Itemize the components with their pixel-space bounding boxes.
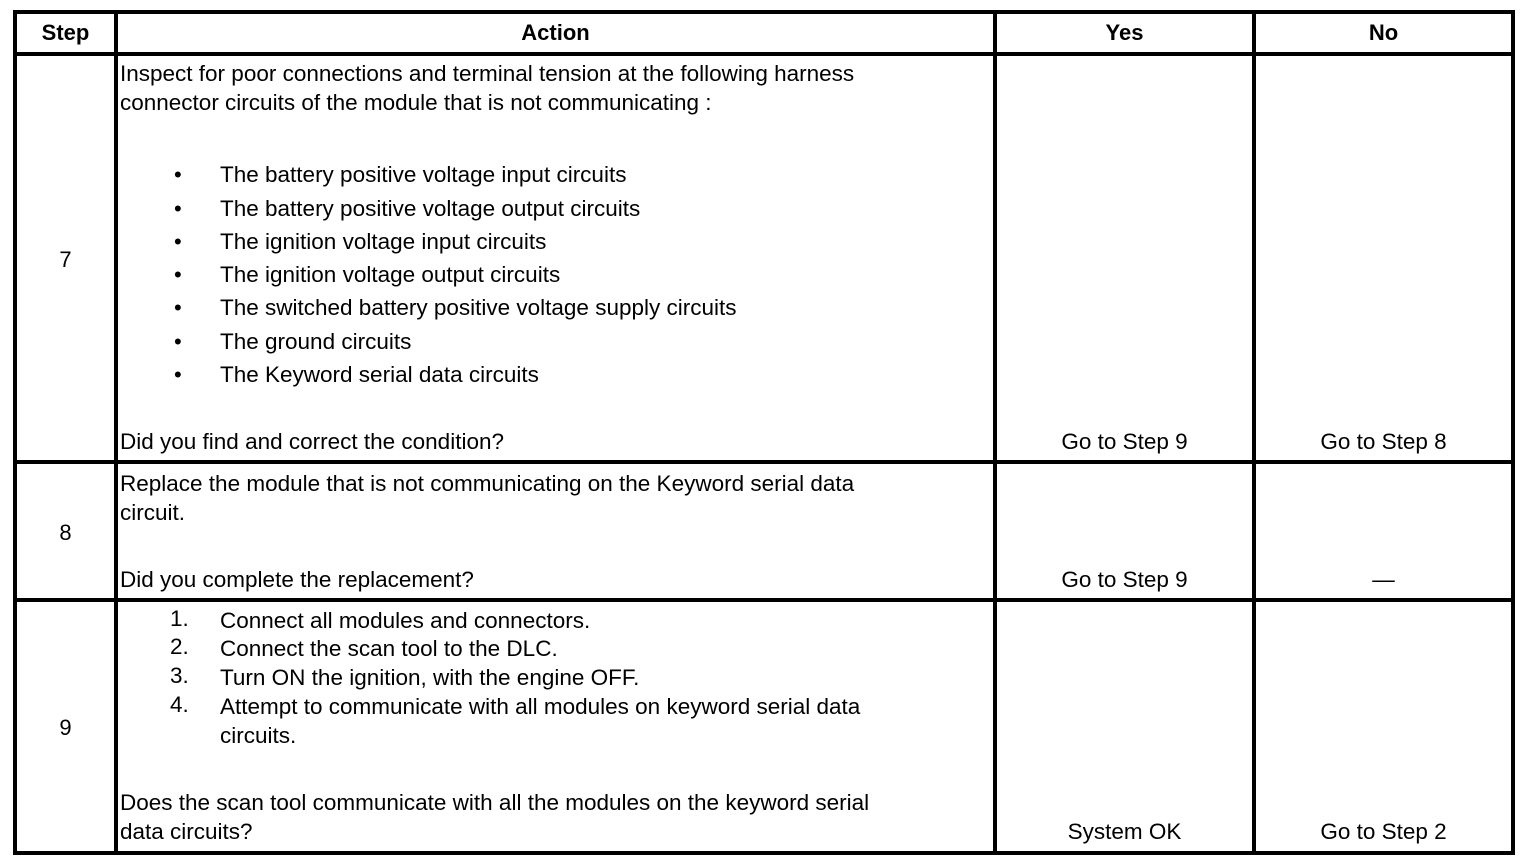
list-number: 1.	[170, 606, 189, 631]
list-item: The ignition voltage output circuits	[220, 262, 561, 287]
list-item: The battery positive voltage output circuits	[220, 196, 641, 221]
action-text: Replace the module that is not communicating on the Keyword serial data	[120, 471, 855, 496]
list-item: Connect all modules and connectors.	[220, 608, 591, 633]
diagnostic-table	[13, 10, 1515, 855]
no-result: Go to Step 2	[1320, 819, 1447, 844]
list-item: The battery positive voltage input circuits	[220, 162, 627, 187]
list-item: The switched battery positive voltage supply circuits	[220, 295, 737, 320]
list-number: 4.	[170, 692, 189, 717]
list-item: The ignition voltage input circuits	[220, 229, 547, 254]
row-divider	[17, 52, 1511, 56]
question-text: Did you find and correct the condition?	[120, 429, 504, 454]
no-result: Go to Step 8	[1320, 429, 1447, 454]
bullet-icon: •	[174, 262, 182, 287]
yes-result: System OK	[1067, 819, 1182, 844]
question-text: Did you complete the replacement?	[120, 567, 474, 592]
header-step: Step	[41, 20, 90, 45]
list-item-continuation: circuits.	[220, 723, 297, 748]
action-text: connector circuits of the module that is not communicating :	[120, 90, 712, 115]
list-item: The Keyword serial data circuits	[220, 362, 539, 387]
bullet-icon: •	[174, 162, 182, 187]
header-no: No	[1368, 20, 1399, 45]
bullet-icon: •	[174, 295, 182, 320]
header-action: Action	[521, 20, 590, 45]
no-result: —	[1372, 567, 1395, 592]
step-number: 7	[59, 247, 72, 272]
bullet-icon: •	[174, 329, 182, 354]
bullet-icon: •	[174, 229, 182, 254]
bullet-icon: •	[174, 196, 182, 221]
list-item: The ground circuits	[220, 329, 412, 354]
bullet-icon: •	[174, 362, 182, 387]
column-divider	[114, 14, 118, 851]
step-number: 8	[59, 520, 72, 545]
list-item: Attempt to communicate with all modules on keyword serial data	[220, 694, 861, 719]
row-divider	[17, 598, 1511, 602]
step-number: 9	[59, 715, 72, 740]
question-text: data circuits?	[120, 819, 253, 844]
header-yes: Yes	[1105, 20, 1144, 45]
question-text: Does the scan tool communicate with all the modules on the keyword serial	[120, 790, 870, 815]
action-text: Inspect for poor connections and terminal tension at the following harness	[120, 61, 855, 86]
yes-result: Go to Step 9	[1061, 567, 1188, 592]
list-number: 2.	[170, 634, 189, 659]
row-divider	[17, 460, 1511, 464]
list-item: Connect the scan tool to the DLC.	[220, 636, 558, 661]
list-item: Turn ON the ignition, with the engine OFF.	[220, 665, 640, 690]
action-text: circuit.	[120, 500, 186, 525]
yes-result: Go to Step 9	[1061, 429, 1188, 454]
list-number: 3.	[170, 663, 189, 688]
